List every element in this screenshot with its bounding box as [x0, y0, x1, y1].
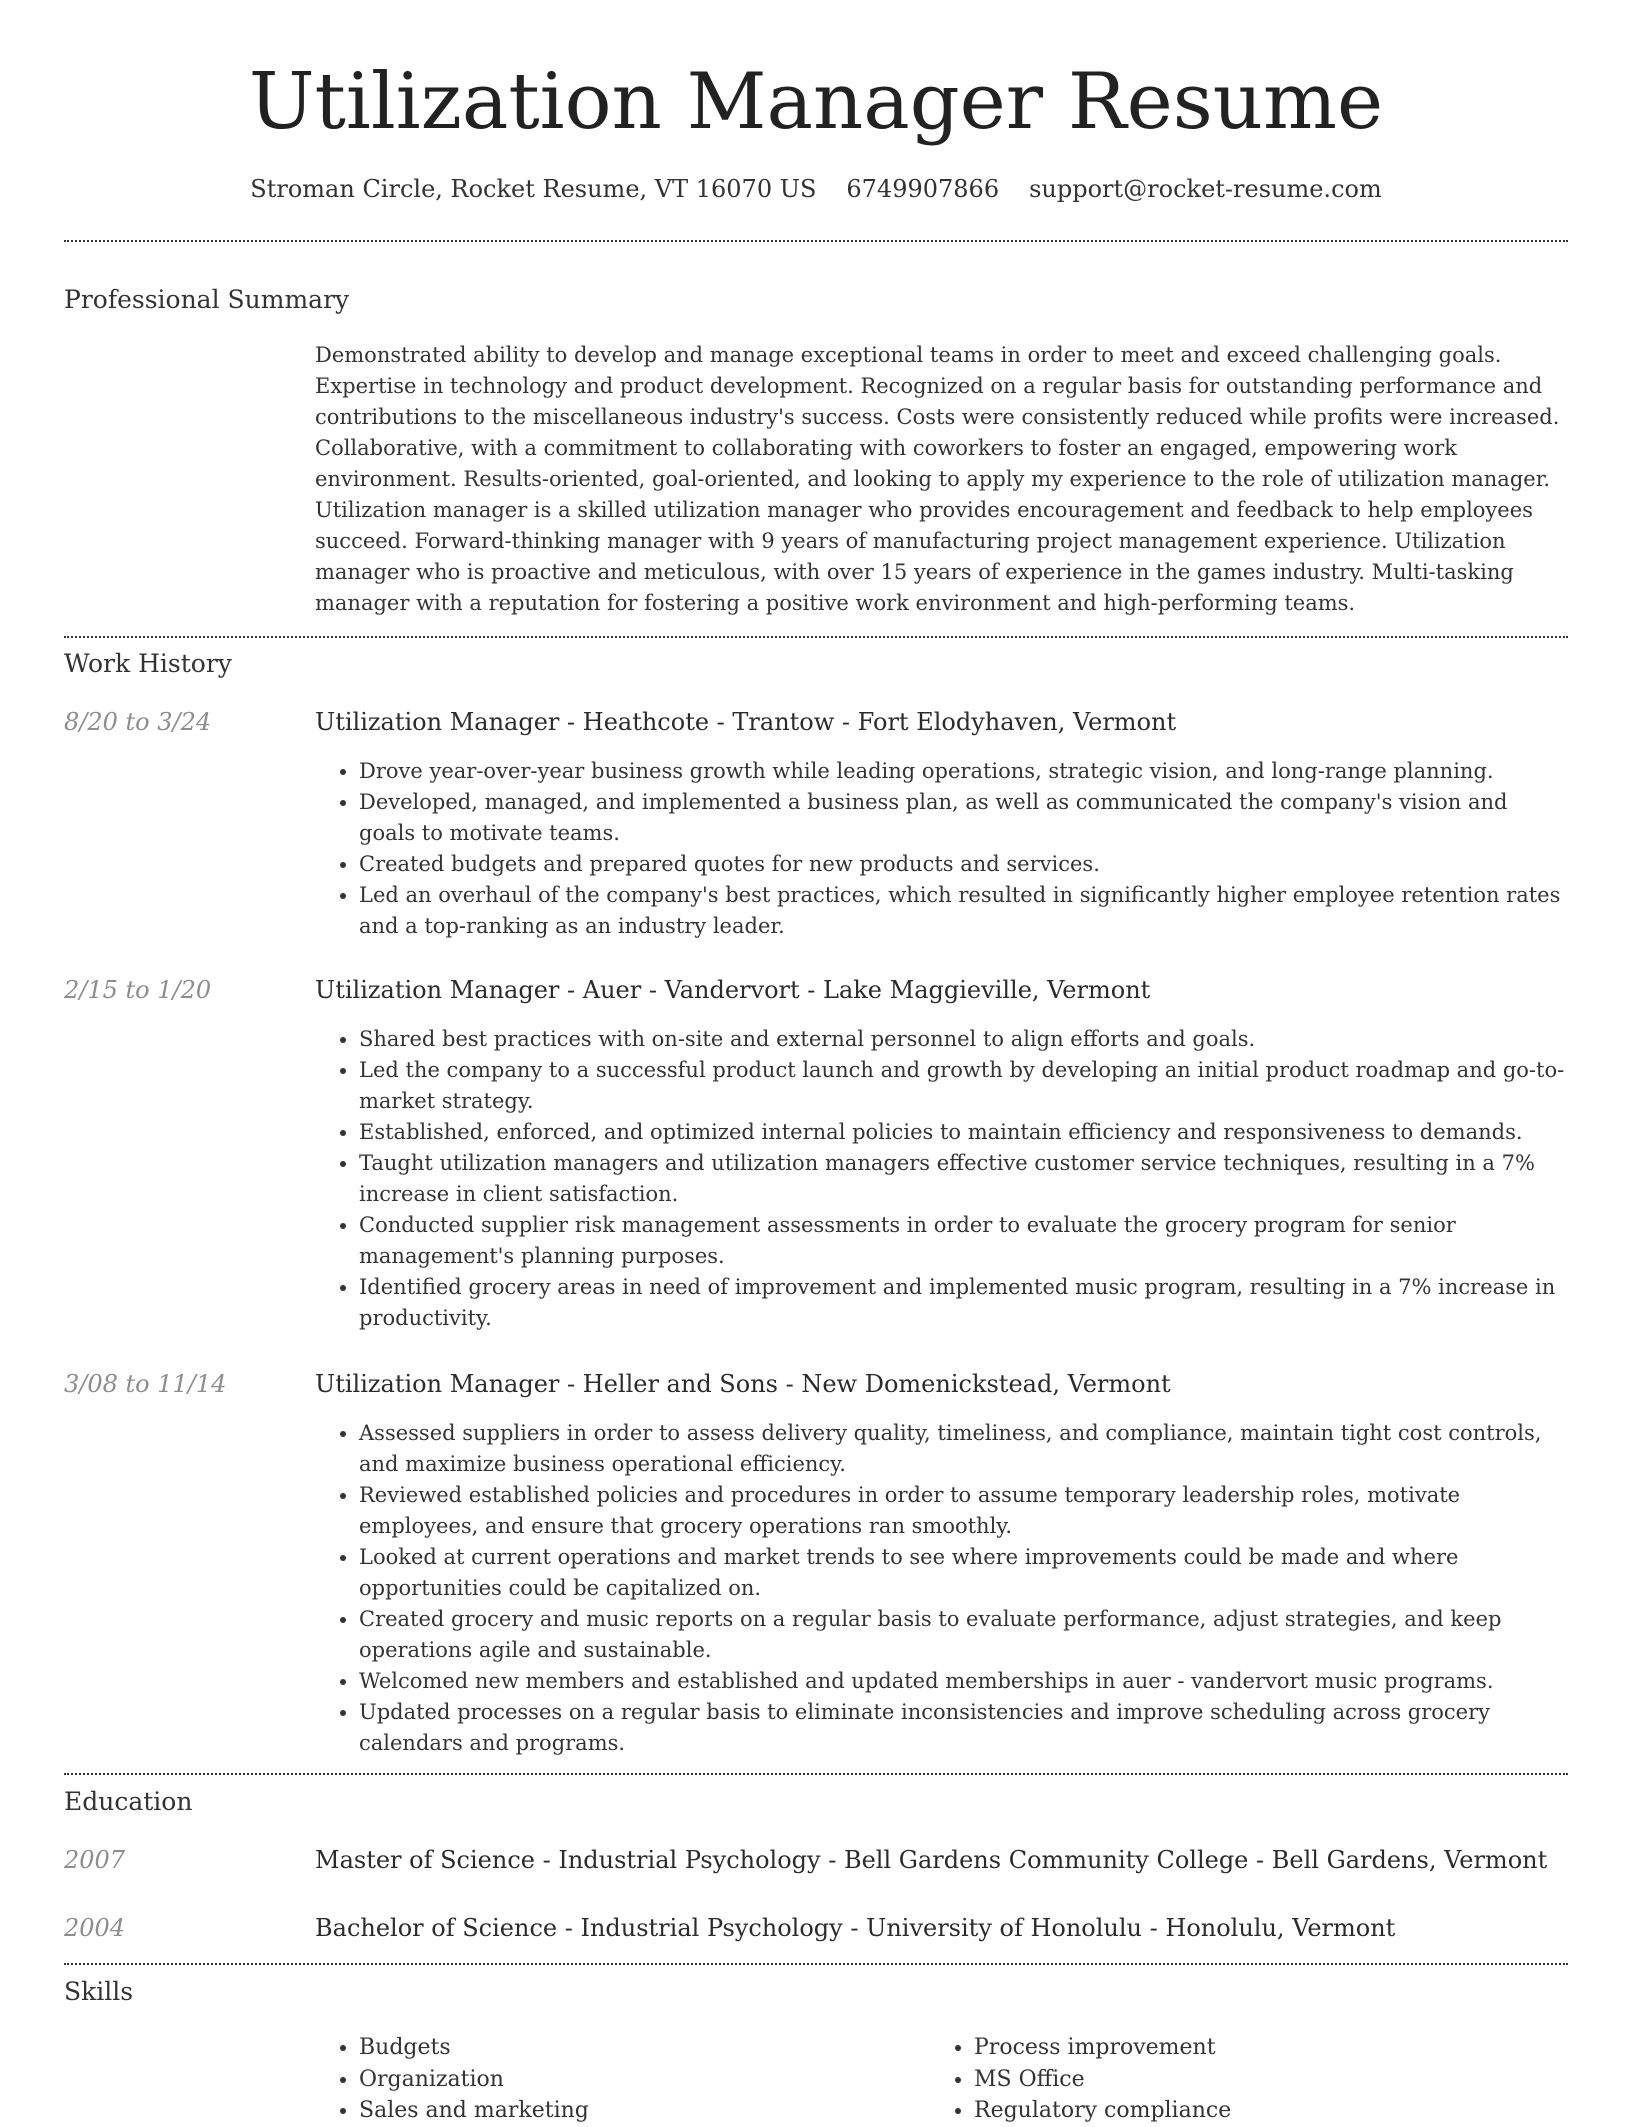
work-bullet: • Assessed suppliers in order to assess delivery quality, timeliness, and compliance, maintain tight cost controls, and maximize business operational efficiency. [359, 1418, 1568, 1480]
contact-line [0, 172, 1632, 206]
work-bullet: • Created budgets and prepared quotes for new products and services. [359, 849, 1568, 880]
work-title: Utilization Manager - Auer - Vandervort - Lake Maggieville, Vermont [315, 976, 1151, 1004]
summary-text: Demonstrated ability to develop and manage exceptional teams in order to meet and exceed challenging goals. Expertise in technology and product development. Recognized on a regular basis for outstanding performance and contributions to the miscellaneous industry's success. Costs were consistently reduced while profits were increased. Collaborative, with a commitment to collaborating with coworkers to foster an engaged, empowering work environment. Results-oriented, goal-oriented, and looking to apply my experience to the role of utilization manager. Utilization manager is a skilled utilization manager who provides encouragement and feedback to help employees succeed. Forward-thinking manager with 9 years of manufacturing project management experience. Utilization manager who is proactive and meticulous, with over 15 years of experience in the games industry. Multi-tasking manager with a reputation for fostering a positive work environment and high-performing teams. [315, 343, 1560, 615]
work-bullet: • Shared best practices with on-site and external personnel to align efforts and goals. [359, 1024, 1568, 1055]
education-degree: Master of Science - Industrial Psychology - Bell Gardens Community College - Bell Gardens, Vermont [315, 1846, 1548, 1874]
work-bullets [315, 1418, 1568, 1759]
work-bullet: • Led the company to a successful product launch and growth by developing an initial product roadmap and go-to-market strategy. [359, 1055, 1568, 1117]
education-year: 2004 [64, 1914, 126, 1942]
skills-list-right [930, 2032, 1550, 2127]
education-degree: Bachelor of Science - Industrial Psychology - University of Honolulu - Honolulu, Vermont [315, 1914, 1396, 1942]
work-bullet: • Led an overhaul of the company's best practices, which resulted in significantly higher employee retention rates and a top-ranking as an industry leader. [359, 880, 1568, 942]
work-bullet: • Identified grocery areas in need of improvement and implemented music program, resulting in a 7% increase in productivity. [359, 1272, 1568, 1334]
work-bullets [315, 756, 1568, 942]
work-dates: 2/15 to 1/20 [64, 976, 212, 1004]
skill-item: • Organization [359, 2064, 915, 2096]
section-heading-work-history: Work History [64, 649, 232, 678]
work-title: Utilization Manager - Heathcote - Trantow - Fort Elodyhaven, Vermont [315, 708, 1177, 736]
section-divider [64, 240, 1568, 242]
work-bullet: • Reviewed established policies and procedures in order to assume temporary leadership roles, motivate employees, and ensure that grocery operations ran smoothly. [359, 1480, 1568, 1542]
skill-item: • Regulatory compliance [974, 2095, 1550, 2127]
resume-title: Utilization Manager Resume [248, 57, 1384, 147]
work-bullet: • Drove year-over-year business growth while leading operations, strategic vision, and long-range planning. [359, 756, 1568, 787]
section-divider [64, 1963, 1568, 1965]
section-divider [64, 1773, 1568, 1775]
contact-email: support@rocket-resume.com [1029, 175, 1382, 203]
skill-item: • Budgets [359, 2032, 915, 2064]
work-bullets [315, 1024, 1568, 1334]
section-divider [64, 636, 1568, 638]
work-bullet: • Developed, managed, and implemented a business plan, as well as communicated the company's vision and goals to motivate teams. [359, 787, 1568, 849]
skills-list-left [315, 2032, 915, 2127]
contact-phone: 6749907866 [846, 175, 1000, 203]
skill-item: • Process improvement [974, 2032, 1550, 2064]
work-bullet: • Taught utilization managers and utilization managers effective customer service techniques, resulting in a 7% increase in client satisfaction. [359, 1148, 1568, 1210]
work-bullet: • Welcomed new members and established and updated memberships in auer - vandervort music programs. [359, 1666, 1568, 1697]
work-bullet: • Created grocery and music reports on a regular basis to evaluate performance, adjust strategies, and keep operations agile and sustainable. [359, 1604, 1568, 1666]
work-bullet: • Established, enforced, and optimized internal policies to maintain efficiency and responsiveness to demands. [359, 1117, 1568, 1148]
contact-address: Stroman Circle, Rocket Resume, VT 16070 US [250, 175, 817, 203]
work-dates: 3/08 to 11/14 [64, 1370, 227, 1398]
education-year: 2007 [64, 1846, 126, 1874]
work-bullet: • Updated processes on a regular basis to eliminate inconsistencies and improve scheduling across grocery calendars and programs. [359, 1697, 1568, 1759]
work-bullet: • Looked at current operations and market trends to see where improvements could be made and where opportunities could be capitalized on. [359, 1542, 1568, 1604]
skill-item: • MS Office [974, 2064, 1550, 2096]
work-bullet: • Conducted supplier risk management assessments in order to evaluate the grocery program for senior management's planning purposes. [359, 1210, 1568, 1272]
work-dates: 8/20 to 3/24 [64, 708, 212, 736]
skill-item: • Sales and marketing [359, 2095, 915, 2127]
section-heading-summary: Professional Summary [64, 285, 350, 314]
section-heading-skills: Skills [64, 1977, 134, 2006]
work-title: Utilization Manager - Heller and Sons - New Domenickstead, Vermont [315, 1370, 1171, 1398]
section-heading-education: Education [64, 1787, 193, 1816]
